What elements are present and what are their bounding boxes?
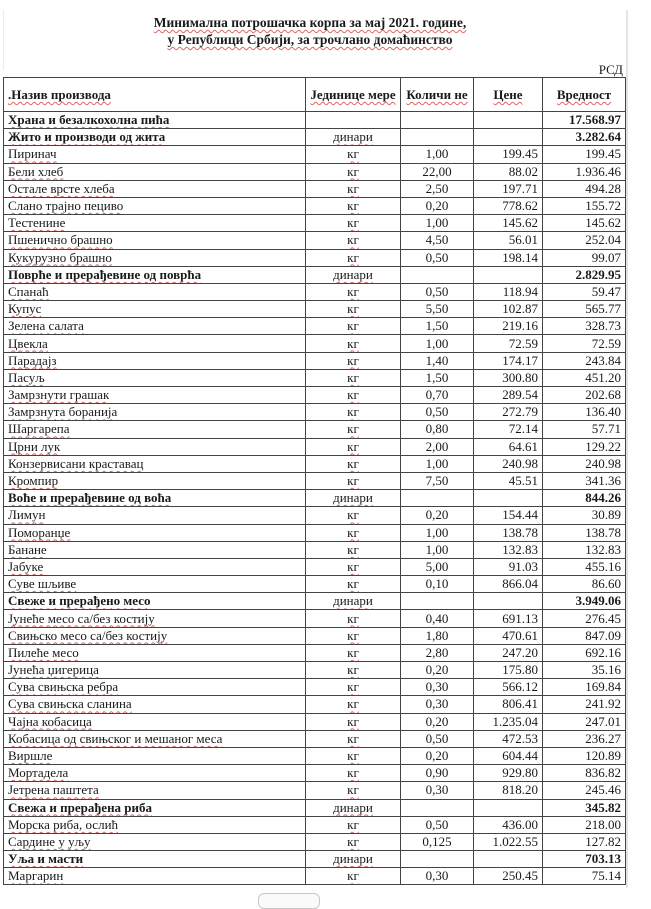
- cell-quantity: 0,90: [401, 765, 474, 782]
- cell-quantity: 0,50: [401, 283, 474, 300]
- cell-price: [474, 851, 543, 868]
- cell-value: 328.73: [543, 318, 626, 335]
- cell-product-name: Конзервисани краставац: [4, 455, 306, 472]
- cell-product-name: Маргарин: [4, 868, 306, 885]
- cell-product-name: Пиринач: [4, 146, 306, 163]
- cell-product-name: Јабуке: [4, 558, 306, 575]
- cell-quantity: 1,00: [401, 455, 474, 472]
- cell-product-name: Храна и безалкохолна пића: [4, 112, 306, 129]
- table-row: [4, 301, 626, 318]
- table-row: [4, 146, 626, 163]
- cell-value: 218.00: [543, 816, 626, 833]
- cell-quantity: [401, 112, 474, 129]
- cell-price: 566.12: [474, 679, 543, 696]
- cell-price: 436.00: [474, 816, 543, 833]
- table-row: [4, 335, 626, 352]
- cell-price: 470.61: [474, 627, 543, 644]
- table-row: [4, 816, 626, 833]
- cell-price: 175.80: [474, 662, 543, 679]
- cell-product-name: Свињско месо са/без костију: [4, 627, 306, 644]
- title-line-2: у Републици Србији, за трочлано домаћинство: [167, 32, 453, 47]
- cell-price: 45.51: [474, 472, 543, 489]
- cell-price: 219.16: [474, 318, 543, 335]
- table-row: [4, 249, 626, 266]
- cell-unit: кг: [306, 438, 401, 455]
- cell-product-name: Сува свињска сланина: [4, 696, 306, 713]
- table-row: [4, 713, 626, 730]
- cell-price: 132.83: [474, 541, 543, 558]
- cell-value: 247.01: [543, 713, 626, 730]
- table-row: [4, 455, 626, 472]
- table-row: [4, 369, 626, 386]
- table-row: [4, 404, 626, 421]
- cell-unit: кг: [306, 215, 401, 232]
- cell-unit: кг: [306, 369, 401, 386]
- cell-quantity: 1,00: [401, 524, 474, 541]
- cell-price: 138.78: [474, 524, 543, 541]
- cell-product-name: Чајна кобасица: [4, 713, 306, 730]
- cell-price: [474, 593, 543, 610]
- cell-unit: кг: [306, 197, 401, 214]
- table-row: [4, 541, 626, 558]
- cell-value: 451.20: [543, 369, 626, 386]
- cell-price: [474, 129, 543, 146]
- cell-price: 272.79: [474, 404, 543, 421]
- cell-price: [474, 266, 543, 283]
- cell-value: 345.82: [543, 799, 626, 816]
- cell-unit: кг: [306, 833, 401, 850]
- cell-value: 847.09: [543, 627, 626, 644]
- table-row: [4, 576, 626, 593]
- table-row: [4, 283, 626, 300]
- cell-price: 289.54: [474, 387, 543, 404]
- table-row: [4, 507, 626, 524]
- cell-value: 72.59: [543, 335, 626, 352]
- cell-value: 455.16: [543, 558, 626, 575]
- cell-price: 199.45: [474, 146, 543, 163]
- cell-quantity: 2,50: [401, 180, 474, 197]
- cell-value: 199.45: [543, 146, 626, 163]
- cell-product-name: Парадајз: [4, 352, 306, 369]
- cell-quantity: 0,30: [401, 868, 474, 885]
- cell-product-name: Свежа и прерађена риба: [4, 799, 306, 816]
- table-row: [4, 782, 626, 799]
- cell-product-name: Виршле: [4, 747, 306, 764]
- cell-unit: кг: [306, 662, 401, 679]
- cell-value: 494.28: [543, 180, 626, 197]
- cell-price: 56.01: [474, 232, 543, 249]
- cell-price: 118.94: [474, 283, 543, 300]
- cell-quantity: 5,00: [401, 558, 474, 575]
- cell-value: 240.98: [543, 455, 626, 472]
- cell-price: 472.53: [474, 730, 543, 747]
- currency-label: РСД: [598, 62, 623, 77]
- cell-unit: кг: [306, 644, 401, 661]
- cell-value: 75.14: [543, 868, 626, 885]
- table-row: [4, 833, 626, 850]
- cell-value: 127.82: [543, 833, 626, 850]
- cell-price: 198.14: [474, 249, 543, 266]
- cell-unit: кг: [306, 782, 401, 799]
- cell-product-name: Јетрена паштета: [4, 782, 306, 799]
- cell-quantity: 0,10: [401, 576, 474, 593]
- cell-unit: кг: [306, 627, 401, 644]
- cell-quantity: 0,50: [401, 730, 474, 747]
- page-edge: [626, 10, 628, 888]
- cell-value: 844.26: [543, 490, 626, 507]
- cell-unit: кг: [306, 507, 401, 524]
- consumer-basket-table: [3, 77, 626, 885]
- cell-unit: кг: [306, 524, 401, 541]
- cell-quantity: 4,50: [401, 232, 474, 249]
- cell-value: 1.936.46: [543, 163, 626, 180]
- cell-unit: кг: [306, 868, 401, 885]
- table-row: [4, 232, 626, 249]
- cell-unit: кг: [306, 696, 401, 713]
- cell-unit: динари: [306, 129, 401, 146]
- cell-product-name: Свеже и прерађено месо: [4, 593, 306, 610]
- cell-value: 3.282.64: [543, 129, 626, 146]
- cell-value: 35.16: [543, 662, 626, 679]
- table-row: [4, 421, 626, 438]
- cell-quantity: 1,50: [401, 369, 474, 386]
- cell-price: 91.03: [474, 558, 543, 575]
- cell-price: 240.98: [474, 455, 543, 472]
- table-row: [4, 696, 626, 713]
- cell-product-name: Јунећа џигерица: [4, 662, 306, 679]
- cell-price: [474, 112, 543, 129]
- cell-price: 929.80: [474, 765, 543, 782]
- cell-quantity: 7,50: [401, 472, 474, 489]
- table-row: [4, 558, 626, 575]
- cell-quantity: 5,50: [401, 301, 474, 318]
- cell-unit: динари: [306, 593, 401, 610]
- cell-unit: кг: [306, 283, 401, 300]
- cell-price: 102.87: [474, 301, 543, 318]
- cell-quantity: [401, 266, 474, 283]
- cell-price: 64.61: [474, 438, 543, 455]
- cell-value: 836.82: [543, 765, 626, 782]
- cell-value: 202.68: [543, 387, 626, 404]
- cell-unit: динари: [306, 490, 401, 507]
- cell-price: 818.20: [474, 782, 543, 799]
- cell-value: 17.568.97: [543, 112, 626, 129]
- cell-value: 241.92: [543, 696, 626, 713]
- cell-quantity: 2,80: [401, 644, 474, 661]
- cell-value: 57.71: [543, 421, 626, 438]
- table-row: [4, 747, 626, 764]
- cell-unit: кг: [306, 146, 401, 163]
- cell-quantity: 0,30: [401, 782, 474, 799]
- cell-unit: кг: [306, 610, 401, 627]
- cell-price: 197.71: [474, 180, 543, 197]
- cell-quantity: [401, 593, 474, 610]
- table-row: [4, 387, 626, 404]
- cell-value: 30.89: [543, 507, 626, 524]
- table-row: [4, 352, 626, 369]
- title-line-1: Минимална потрошачка корпа за мај 2021. године,: [153, 15, 467, 30]
- cell-price: 154.44: [474, 507, 543, 524]
- cell-price: 778.62: [474, 197, 543, 214]
- cell-quantity: 1,00: [401, 146, 474, 163]
- cell-quantity: 0,20: [401, 713, 474, 730]
- cell-quantity: 1,80: [401, 627, 474, 644]
- cell-quantity: 0,80: [401, 421, 474, 438]
- cell-price: 88.02: [474, 163, 543, 180]
- total-row: [4, 112, 626, 129]
- cell-unit: кг: [306, 576, 401, 593]
- cell-value: 145.62: [543, 215, 626, 232]
- cell-product-name: Жито и производи од жита: [4, 129, 306, 146]
- cell-value: 252.04: [543, 232, 626, 249]
- cell-product-name: Зелена салата: [4, 318, 306, 335]
- cell-product-name: Поврће и прерађевине од поврћа: [4, 266, 306, 283]
- cell-value: 99.07: [543, 249, 626, 266]
- cell-product-name: Сува свињска ребра: [4, 679, 306, 696]
- cell-unit: кг: [306, 679, 401, 696]
- cell-value: 3.949.06: [543, 593, 626, 610]
- cell-unit: кг: [306, 301, 401, 318]
- cell-value: 703.13: [543, 851, 626, 868]
- cell-quantity: 0,40: [401, 610, 474, 627]
- cell-value: 236.27: [543, 730, 626, 747]
- cell-product-name: Замрзнута боранија: [4, 404, 306, 421]
- table-row: [4, 524, 626, 541]
- header-price: Цене: [474, 78, 543, 112]
- category-row: [4, 490, 626, 507]
- scroll-handle[interactable]: [258, 893, 320, 909]
- cell-product-name: Кобасица од свињског и мешаног меса: [4, 730, 306, 747]
- cell-value: 136.40: [543, 404, 626, 421]
- header-quantity: Количи не: [401, 78, 474, 112]
- cell-quantity: 22,00: [401, 163, 474, 180]
- cell-unit: кг: [306, 387, 401, 404]
- cell-unit: кг: [306, 455, 401, 472]
- cell-quantity: 0,50: [401, 249, 474, 266]
- cell-price: 866.04: [474, 576, 543, 593]
- cell-product-name: Морска риба, ослић: [4, 816, 306, 833]
- table-row: [4, 215, 626, 232]
- cell-quantity: 0,20: [401, 747, 474, 764]
- cell-product-name: Тестенине: [4, 215, 306, 232]
- cell-product-name: Црни лук: [4, 438, 306, 455]
- cell-product-name: Остале врсте хлеба: [4, 180, 306, 197]
- cell-unit: кг: [306, 541, 401, 558]
- cell-unit: динари: [306, 799, 401, 816]
- header-product-name: .Назив производа: [4, 78, 306, 112]
- cell-value: 86.60: [543, 576, 626, 593]
- cell-product-name: Пилеће месо: [4, 644, 306, 661]
- cell-value: 129.22: [543, 438, 626, 455]
- cell-quantity: 0,50: [401, 404, 474, 421]
- cell-quantity: 0,125: [401, 833, 474, 850]
- cell-value: 132.83: [543, 541, 626, 558]
- cell-value: 120.89: [543, 747, 626, 764]
- cell-price: 1.235.04: [474, 713, 543, 730]
- cell-quantity: 1,40: [401, 352, 474, 369]
- cell-price: [474, 799, 543, 816]
- cell-price: 691.13: [474, 610, 543, 627]
- table-header-row: [4, 78, 626, 112]
- cell-unit: кг: [306, 232, 401, 249]
- cell-quantity: 1,00: [401, 335, 474, 352]
- cell-value: 2.829.95: [543, 266, 626, 283]
- cell-product-name: Сардине у уљу: [4, 833, 306, 850]
- cell-unit: кг: [306, 249, 401, 266]
- cell-product-name: Кукурузно брашно: [4, 249, 306, 266]
- cell-price: 250.45: [474, 868, 543, 885]
- cell-price: 145.62: [474, 215, 543, 232]
- header-unit: Јединице мере: [306, 78, 401, 112]
- cell-unit: кг: [306, 730, 401, 747]
- cell-value: 245.46: [543, 782, 626, 799]
- cell-unit: кг: [306, 318, 401, 335]
- cell-product-name: Јунеће месо са/без костију: [4, 610, 306, 627]
- category-row: [4, 266, 626, 283]
- cell-product-name: Мортадела: [4, 765, 306, 782]
- cell-quantity: 0,20: [401, 662, 474, 679]
- table-row: [4, 438, 626, 455]
- table-row: [4, 679, 626, 696]
- cell-value: 243.84: [543, 352, 626, 369]
- cell-price: 72.14: [474, 421, 543, 438]
- table-row: [4, 197, 626, 214]
- cell-unit: кг: [306, 335, 401, 352]
- cell-product-name: Банане: [4, 541, 306, 558]
- cell-product-name: Шаргарепа: [4, 421, 306, 438]
- cell-value: 341.36: [543, 472, 626, 489]
- cell-product-name: Замрзнути грашак: [4, 387, 306, 404]
- cell-unit: кг: [306, 765, 401, 782]
- cell-unit: кг: [306, 713, 401, 730]
- cell-product-name: Пшенично брашно: [4, 232, 306, 249]
- cell-product-name: Слано трајно пециво: [4, 197, 306, 214]
- category-row: [4, 593, 626, 610]
- cell-quantity: [401, 490, 474, 507]
- cell-price: 174.17: [474, 352, 543, 369]
- cell-quantity: 0,70: [401, 387, 474, 404]
- cell-product-name: Цвекла: [4, 335, 306, 352]
- table-row: [4, 644, 626, 661]
- cell-quantity: [401, 129, 474, 146]
- cell-price: 300.80: [474, 369, 543, 386]
- cell-unit: кг: [306, 404, 401, 421]
- cell-unit: кг: [306, 816, 401, 833]
- cell-price: 604.44: [474, 747, 543, 764]
- cell-price: [474, 490, 543, 507]
- table-row: [4, 627, 626, 644]
- cell-price: 72.59: [474, 335, 543, 352]
- cell-quantity: 0,50: [401, 816, 474, 833]
- table-row: [4, 163, 626, 180]
- cell-unit: кг: [306, 472, 401, 489]
- cell-value: 169.84: [543, 679, 626, 696]
- cell-value: 276.45: [543, 610, 626, 627]
- cell-quantity: [401, 799, 474, 816]
- cell-value: 155.72: [543, 197, 626, 214]
- cell-unit: кг: [306, 163, 401, 180]
- cell-unit: динари: [306, 851, 401, 868]
- cell-price: 1.022.55: [474, 833, 543, 850]
- cell-product-name: Купус: [4, 301, 306, 318]
- cell-quantity: 0,20: [401, 197, 474, 214]
- cell-unit: [306, 112, 401, 129]
- cell-value: 565.77: [543, 301, 626, 318]
- cell-price: 806.41: [474, 696, 543, 713]
- cell-value: 692.16: [543, 644, 626, 661]
- header-value: Вредност: [543, 78, 626, 112]
- table-row: [4, 662, 626, 679]
- category-row: [4, 129, 626, 146]
- document-title: [0, 14, 620, 48]
- table-body: [4, 112, 626, 885]
- cell-product-name: Воће и прерађевине од воћа: [4, 490, 306, 507]
- cell-product-name: Спанаћ: [4, 283, 306, 300]
- cell-unit: кг: [306, 747, 401, 764]
- cell-quantity: 0,20: [401, 507, 474, 524]
- cell-value: 59.47: [543, 283, 626, 300]
- cell-unit: кг: [306, 352, 401, 369]
- cell-unit: кг: [306, 558, 401, 575]
- cell-quantity: 0,30: [401, 679, 474, 696]
- cell-unit: кг: [306, 421, 401, 438]
- cell-product-name: Поморанџе: [4, 524, 306, 541]
- cell-price: 247.20: [474, 644, 543, 661]
- cell-quantity: 2,00: [401, 438, 474, 455]
- cell-quantity: 1,00: [401, 541, 474, 558]
- cell-quantity: 0,30: [401, 696, 474, 713]
- cell-quantity: 1,00: [401, 215, 474, 232]
- cell-unit: динари: [306, 266, 401, 283]
- cell-product-name: Бели хлеб: [4, 163, 306, 180]
- table-row: [4, 730, 626, 747]
- category-row: [4, 799, 626, 816]
- table-row: [4, 610, 626, 627]
- category-row: [4, 851, 626, 868]
- cell-quantity: 1,50: [401, 318, 474, 335]
- cell-product-name: Уља и масти: [4, 851, 306, 868]
- cell-unit: кг: [306, 180, 401, 197]
- cell-value: 138.78: [543, 524, 626, 541]
- table-row: [4, 472, 626, 489]
- cell-product-name: Суве шљиве: [4, 576, 306, 593]
- cell-product-name: Лимун: [4, 507, 306, 524]
- cell-product-name: Кромпир: [4, 472, 306, 489]
- table-row: [4, 180, 626, 197]
- table-row: [4, 318, 626, 335]
- table-row: [4, 868, 626, 885]
- table-row: [4, 765, 626, 782]
- cell-product-name: Пасуљ: [4, 369, 306, 386]
- cell-quantity: [401, 851, 474, 868]
